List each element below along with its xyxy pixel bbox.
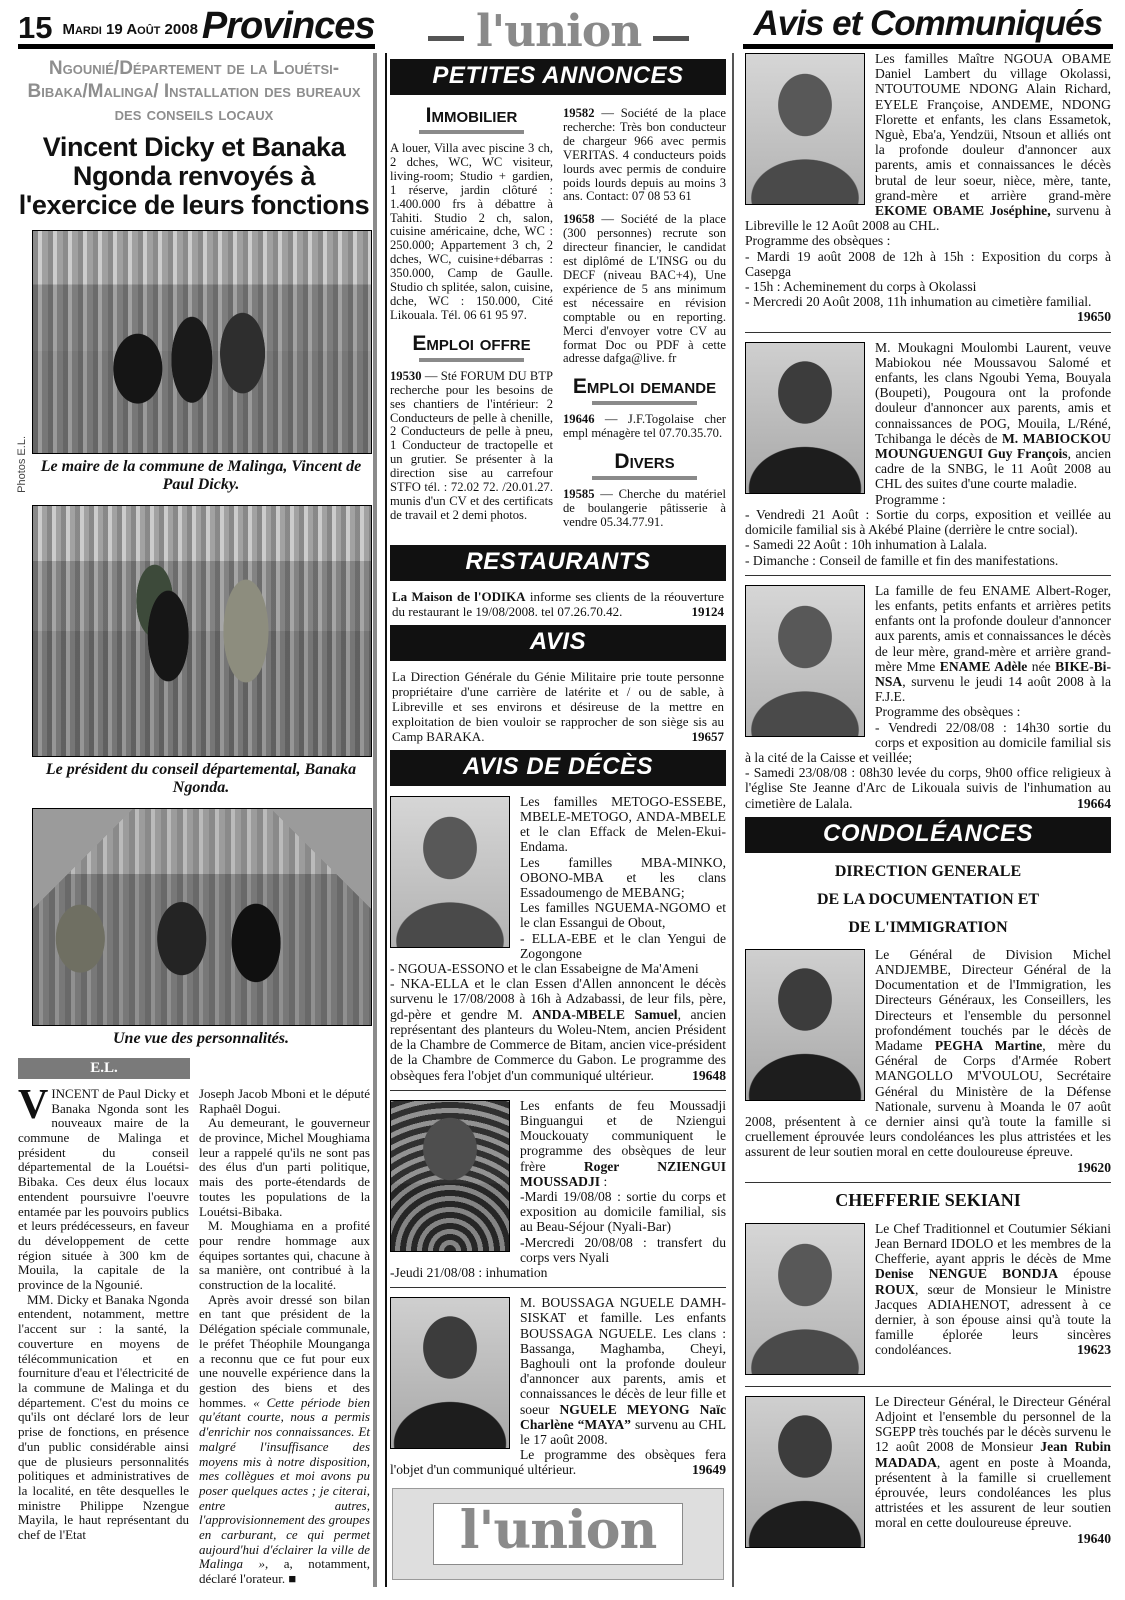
text-segment: - Vendredi 22/08/08 : 14h30 sortie du corps et exposition au domicile familial sis à la cité de la Caisse et veillée; bbox=[745, 719, 1111, 765]
text-segment: survenu à Libreville le 12 Août 2008 au CHL. bbox=[745, 203, 1111, 234]
text-segment: « Cette période bien qu'étant courte, nous a permis d'enrichir nos connaissances. Et malgré l'insuffisance des moyens mis à notre disposition, mes collègues et moi avons pu poser quelques actes ; je citerai, entre autres, l'approvisionnement des groupes en carburant, ce qui permet aujourd'hui d'éclairer la ville de Malinga » bbox=[199, 1394, 370, 1572]
text-segment: Le Directeur Général, le Directeur Général Adjoint et l'ensemble du personnel de la SGEPP très touchés par le décès survenu le 12 août 2008 de Monsieur bbox=[875, 1393, 1111, 1455]
column-petites-annonces bbox=[390, 49, 726, 1587]
paragraph bbox=[392, 669, 724, 744]
text-segment: M. BOUSSAGA NGUELE DAMH-SISKAT et famille. Les enfants BOUSSAGA NGUELE. Les clans : Bassanga, Maghamba, Cheyi, Baghouli ont la profonde douleur d'annoncer aux parents, amis et connaissances le décès de leur fille et soeur bbox=[520, 1295, 726, 1417]
header-masthead bbox=[375, 5, 743, 57]
article-body-col2 bbox=[199, 1087, 370, 1587]
obituary-ename-adele bbox=[745, 583, 1111, 811]
paragraph bbox=[199, 1293, 370, 1587]
subhead-emploi-offre-label: Emploi offre bbox=[412, 331, 531, 355]
text-segment: La Direction Générale du Génie Militaire prie toute personne propriétaire d'une carrière de latérite et / ou de sable, à Libreville et ses environs et désireuse de la mettre en exploitation de bien vouloir se rapprocher de son siège sis au Camp BARAKA. bbox=[392, 668, 724, 744]
text-segment: Au demeurant, le gouverneur de province, Michel Moughiama leur a rappelé qu'ils ne sont pas des élus d'un parti politique, mais des porte-étendards de toutes les populations de la Louétsi-Bibaka. bbox=[199, 1115, 370, 1219]
paragraph bbox=[745, 765, 1111, 811]
figure-president-conseil bbox=[32, 505, 370, 798]
text-segment: 19658 bbox=[563, 212, 595, 227]
portrait-nengue-bondja bbox=[745, 1223, 865, 1375]
annonces-col2 bbox=[563, 103, 726, 539]
annonces-col1 bbox=[390, 103, 553, 539]
column-divider-thick bbox=[373, 53, 387, 1587]
avis-genie-militaire bbox=[392, 669, 724, 744]
text-segment: Les familles Maître NGOUA OBAME Daniel Lambert du village Okolassi, NTOUTOUME NDONG Alain Richard, EYELE Françoise, ANDEME, NDONG Florette et enfants, les clans Essametok, Nguè, Eba'a, Yendzüi, Ntsoun et alliés ont la profonde douleur d'annoncer aux parents, amis et connaissances le décès brutal de leur soeur, nièce, mère, tante, grand-mère et arrière grand-mère bbox=[875, 51, 1111, 203]
photo-personnalites bbox=[32, 808, 372, 1026]
text-segment: - Samedi 23/08/08 : 08h30 levée du corps, 9h00 office religieux à l'église Ste Jeanne d'Arc de Likouala suivis de l'inhumation au cimetière de Lalala. bbox=[745, 765, 1111, 811]
text-segment: Joseph Jacob Mboni et le député Raphaêl Dogui. bbox=[199, 1085, 370, 1116]
text-segment: La Maison de l'ODIKA bbox=[392, 588, 526, 604]
obituary-nguele-meyong bbox=[390, 1295, 726, 1477]
paragraph bbox=[199, 1087, 370, 1116]
text-segment: Les familles NGUEMA-NGOMO et le clan Essangui de Obout, bbox=[520, 900, 726, 931]
article-body bbox=[18, 1081, 370, 1587]
text-segment: - ELLA-EBE et le clan Yengui de Zogongone bbox=[520, 930, 726, 961]
banner-restaurants: RESTAURANTS bbox=[390, 545, 726, 581]
column-provinces bbox=[18, 49, 370, 1587]
text-segment: - Samedi 22 Août : 10h inhumation à Lalala. bbox=[745, 537, 987, 553]
text-segment: MM. Dicky et Banaka Ngonda entendent, notamment, mettre l'accent sur : la santé, la couverture en moyens de télécommunication et en fourniture d'eau et l'électricité de la commune de Malinga et du département. C'est du moins ce qu'ils ont déclaré lors de leur prise de fonctions, en présence d'un public considérable ainsi que de plusieurs personnalités politiques et administratives de la localité, en tête desquelles le ministre Philippe Nzengue Mayila, le haut représentant du chef de l'Etat bbox=[18, 1291, 189, 1543]
paragraph bbox=[563, 488, 726, 530]
portrait-madada bbox=[745, 1396, 865, 1548]
subhead-divers bbox=[563, 451, 726, 480]
portrait-ekome-obame bbox=[745, 53, 865, 205]
article-headline: Vincent Dicky et Banaka Ngonda renvoyés à l'exercice de leurs fonctions bbox=[18, 131, 370, 220]
text-segment: NGUELE MEYONG Naïc Charlène “MAYA” bbox=[520, 1401, 726, 1432]
portrait-nguele-meyong bbox=[390, 1297, 510, 1449]
page-number: 15 bbox=[18, 10, 53, 46]
paragraph bbox=[745, 553, 1111, 568]
section-title-provinces: Provinces bbox=[201, 4, 375, 47]
caption-president: Le président du conseil départemental, Banaka Ngonda. bbox=[45, 760, 357, 797]
text-segment: 19530 bbox=[390, 368, 422, 383]
announcement-number: 19640 bbox=[1077, 1530, 1111, 1546]
paragraph bbox=[745, 249, 1111, 279]
condolence-nengue-bondja bbox=[745, 1221, 1111, 1379]
portrait-ename-adele bbox=[745, 585, 865, 737]
obituary-anda-mbele bbox=[390, 794, 726, 1083]
text-segment: Jean Rubin MADADA bbox=[875, 1439, 1111, 1470]
obituary-divider bbox=[745, 332, 1111, 333]
text-segment: Les familles MBA-MINKO, OBONO-MBA et les clans Essadoumengo de MEBANG; bbox=[520, 854, 726, 901]
text-segment: M. Moughiama en a profité pour rendre hommage aux équipes sortantes qui, chacune à sa manière, ont contribué à la construction de la localité. bbox=[199, 1218, 370, 1293]
text-segment: - NGOUA-ESSONO et le clan Essabeigne de Ma'Ameni bbox=[390, 961, 699, 977]
paragraph bbox=[745, 537, 1111, 552]
text-segment: -Mercredi 20/08/08 : transfert du corps vers Nyali bbox=[520, 1234, 726, 1265]
text-segment: Les enfants de feu Moussadji Binguangui et de Nziengui Mouckouaty communiquent le programme des obsèques de leur frère bbox=[520, 1097, 726, 1174]
paragraph bbox=[390, 1447, 726, 1477]
text-segment: Roger NZIENGUI MOUSSADJI bbox=[520, 1158, 726, 1189]
paragraph bbox=[745, 233, 1111, 248]
subhead-emploi-demande-label: Emploi demande bbox=[572, 375, 717, 399]
text-segment: — Société de la place (300 personnes) recrute son directeur financier, le candidat est diplômé de L'INSG ou du DECF (niveau BAC+4), Une expérience de 5 ans minimum est nécessaire en révision comptable ou en reporting. Merci d'envoyer votre CV au format Doc ou PDF à cette adresse dafga@live. fr bbox=[563, 212, 726, 366]
page-header bbox=[0, 0, 1125, 57]
photo-ceremony-maire bbox=[32, 230, 372, 454]
portrait-anda-mbele bbox=[390, 796, 510, 948]
text-segment: , a, notamment, déclaré l'orateur. ■ bbox=[199, 1556, 370, 1587]
announcement-number: 19664 bbox=[1077, 795, 1111, 811]
paragraph bbox=[390, 142, 553, 323]
banner-avis-de-deces: AVIS DE DÉCÈS bbox=[390, 750, 726, 786]
text-segment: , ancien représentant des planteurs du Woleu-Ntem, ancien Président de la Chambre de Commerce de Bitam, ancien vice-président de la Chambre de Commerce du Gabon. Le programme des obsèques fera l'objet d'un communiqué ultérieur. bbox=[390, 1006, 726, 1083]
text-segment: M. Moukagni Moulombi Laurent, veuve Mabiokou née Moussavou Salomé et enfants, les clans Ngoubi Yema, Bouyala (Boupeti), Pougoura ont la profonde douleur d'annoncer aux parents, amis et connaissances de POG, Mouila, L/Réné, Tchibanga le décès de bbox=[875, 339, 1111, 446]
text-segment: , ancien cadre de la SNBG, le 11 Août 2008 au CHL des suites d'une courte maladie. bbox=[875, 446, 1111, 492]
text-segment: -Jeudi 21/08/08 : inhumation bbox=[390, 1264, 548, 1280]
banner-condoleances: CONDOLÉANCES bbox=[745, 817, 1111, 853]
paragraph bbox=[390, 1265, 726, 1280]
text-segment: épouse bbox=[1058, 1266, 1111, 1282]
photo-credit: Photos E.L. bbox=[16, 435, 28, 493]
paragraph bbox=[745, 919, 1111, 937]
section-title-avis-communiques: Avis et Communiqués bbox=[753, 4, 1103, 43]
column-avis-communiques bbox=[739, 49, 1113, 1587]
paragraph bbox=[563, 413, 726, 441]
text-segment: Programme des obsèques : bbox=[745, 233, 891, 249]
paragraph bbox=[745, 891, 1111, 909]
edition-date: Mardi 19 Août 2008 bbox=[62, 21, 198, 38]
text-segment: - NKA-ELLA et le clan Essen d'Allen annoncent le décès survenu le 17/08/2008 à 16h à Adzabassi, de leur fils, père, gd-père et gendre M. bbox=[390, 976, 726, 1022]
ad-emploi-offre bbox=[390, 370, 553, 523]
text-segment: DIRECTION GENERALE bbox=[834, 862, 1022, 880]
obituary-divider bbox=[390, 1090, 726, 1091]
text-segment: ANDA-MBELE Samuel bbox=[532, 1006, 678, 1022]
text-segment: ENAME Adèle bbox=[939, 658, 1028, 674]
text-segment: - Mercredi 20 Août 2008, 11h inhumation au cimetière familial. bbox=[745, 294, 1092, 310]
text-segment: M. MABIOCKOU MOUNGUENGUI Guy François bbox=[875, 430, 1111, 462]
subhead-divers-label: Divers bbox=[614, 450, 675, 474]
paragraph bbox=[390, 976, 726, 1082]
ad-restaurant-odika bbox=[392, 589, 724, 619]
condolence-madada bbox=[745, 1394, 1111, 1552]
paragraph bbox=[563, 107, 726, 204]
ad-divers bbox=[563, 488, 726, 530]
announcement-number: 19657 bbox=[691, 728, 724, 744]
photo-president-conseil bbox=[32, 505, 372, 757]
text-segment: , survenu le jeudi 14 août 2008 à la F.J.E. bbox=[875, 673, 1111, 705]
ad-immobilier bbox=[390, 142, 553, 323]
condoleances-headings bbox=[745, 863, 1111, 937]
obituary-nziengui-moussadji bbox=[390, 1098, 726, 1280]
paragraph bbox=[563, 213, 726, 366]
portrait-mabiockou-mounguengui bbox=[745, 342, 865, 494]
obituary-divider bbox=[745, 1386, 1111, 1387]
obituary-ekome-obame bbox=[745, 51, 1111, 325]
annonces-columns bbox=[390, 103, 726, 539]
text-segment: Le Chef Traditionnel et Coutumier Sékiani Jean Bernard IDOLO et les membres de la Chefferie, ayant appris le décès de Mme bbox=[875, 1220, 1111, 1267]
paragraph bbox=[745, 279, 1111, 294]
text-segment: EKOME OBAME Joséphine, bbox=[875, 203, 1051, 219]
text-segment: - Dimanche : Conseil de famille et fin des manifestations. bbox=[745, 552, 1059, 568]
banner-petites-annonces: PETITES ANNONCES bbox=[390, 59, 726, 95]
announcement-number: 19649 bbox=[692, 1462, 726, 1478]
text-segment: — Cherche du matériel de boulangerie pâtisserie à vendre 05.34.77.91. bbox=[563, 487, 726, 529]
obituary-divider bbox=[745, 1182, 1111, 1183]
obituary-divider bbox=[745, 575, 1111, 576]
text-segment: , mère du Général de Corps d'Armée Robert MANGOLLO M'VOULOU, Secrétaire Général du Ministère de la Défense Nationale, survenu à Moanda le 07 août 2008, présentent à ce dernier ainsi qu'à toute la famille si cruellement éprouvée leurs condoléances les plus attristées et les assurent de leur soutien moral en cette douloureuse épreuve. bbox=[745, 1037, 1111, 1160]
text-segment: 19646 bbox=[563, 412, 595, 427]
union-house-ad-logo: l'union bbox=[459, 1499, 657, 1561]
announcement-number: 19650 bbox=[1077, 309, 1111, 325]
header-right bbox=[743, 4, 1113, 49]
subhead-emploi-offre bbox=[390, 333, 553, 362]
paragraph bbox=[199, 1219, 370, 1293]
drop-cap: V bbox=[18, 1081, 49, 1128]
caption-personnalites: Une vue des personnalités. bbox=[113, 1029, 289, 1047]
paragraph bbox=[390, 961, 726, 976]
subhead-rule bbox=[592, 401, 696, 405]
column-divider-thin bbox=[732, 53, 734, 1587]
paragraph bbox=[745, 294, 1111, 325]
heading-chefferie-sekiani: CHEFFERIE SEKIANI bbox=[835, 1189, 1021, 1210]
paragraph-lead bbox=[18, 1081, 189, 1293]
text-segment: PEGHA Martine bbox=[934, 1037, 1043, 1053]
byline-box: E.L. bbox=[18, 1058, 190, 1079]
paragraph bbox=[390, 370, 553, 523]
union-house-ad-frame bbox=[433, 1499, 683, 1566]
banner-avis: AVIS bbox=[390, 625, 726, 661]
figure-maire bbox=[16, 230, 370, 495]
text-segment: A louer, Villa avec piscine 3 ch, 2 dches, WC, WC visiteur, living-room; Studio + gardien, 1 réserve, jardin clôturé : 1.400.000 frs à débattre à Tahiti. Studio 2 ch, salon, cuisine américaine, dche, WC : 250.000; Appartement 3 ch, 2 dches, WC, cuisine+débarras : 350.000, Camp de Gaulle. Studio ch splitée, salon, cuisine, dche, WC : 150.000, Cité Likouala. Tél. 06 61 95 97. bbox=[390, 141, 553, 322]
article-kicker: Ngounié/Département de la Louétsi-Bibaka/Malinga/ Installation des bureaux des conseils locaux bbox=[27, 58, 361, 126]
text-segment: — Société de la place recherche: Très bon conducteur de chargeur 966 avec permis VERITAS. 4 conducteurs poids lourds avec permis de conduire poids lourds depuis au moins 3 ans. Contact: 07 08 53 61 bbox=[563, 106, 726, 204]
obituary-mabiockou-mounguengui bbox=[745, 340, 1111, 568]
text-segment: DE L'IMMIGRATION bbox=[848, 918, 1008, 936]
text-segment: - 15h : Acheminement du corps à Okolassi bbox=[745, 279, 977, 295]
masthead-logo: l'union bbox=[475, 5, 642, 57]
text-segment: Programme : bbox=[875, 491, 946, 507]
text-segment: 19582 bbox=[563, 106, 595, 120]
figure-personnalites bbox=[32, 808, 370, 1048]
subhead-immobilier bbox=[390, 105, 553, 134]
masthead-rule-left bbox=[428, 36, 464, 41]
subhead-rule bbox=[419, 358, 523, 362]
portrait-pegha-martine bbox=[745, 949, 865, 1101]
article-paragraphs bbox=[18, 1293, 189, 1543]
subhead-immobilier-label: Immobilier bbox=[425, 104, 518, 127]
announcement-number: 19623 bbox=[1077, 1342, 1111, 1358]
text-segment: 19585 bbox=[563, 487, 595, 502]
masthead-rule-right bbox=[653, 36, 689, 41]
ad-emploi-demande bbox=[563, 413, 726, 441]
paragraph bbox=[745, 507, 1111, 537]
text-segment: Le programme des obsèques fera l'objet d'un communiqué ultérieur. bbox=[390, 1447, 726, 1478]
subhead-rule bbox=[419, 130, 523, 134]
announcement-number: 19620 bbox=[1077, 1159, 1111, 1175]
header-left bbox=[18, 4, 375, 49]
text-segment: -Mardi 19/08/08 : sortie du corps et exposition au domicile familial, sis au Beau-Séjour (Nyali-Bar) bbox=[520, 1188, 726, 1235]
text-segment: - Vendredi 21 Août : Sortie du corps, exposition et veillée au domicile familial sis à Akébé Plaine (derrière le cntre social). bbox=[745, 506, 1111, 538]
ads-societe bbox=[563, 107, 726, 366]
text-segment: , sœur de Monsieur le Ministre Jacques ADIAHENOT, adressent à ce dernier, à son épouse ainsi qu'à toute la famille éplorée leurs sincères condoléances. bbox=[875, 1281, 1111, 1358]
text-segment: , agent en poste à Moanda, présentent à la famille si cruellement éprouvée, leurs condoléances les plus attristées et les assurent de leur soutien moral en cette douloureuse épreuve. bbox=[875, 1454, 1111, 1531]
text-segment: survenu au CHL le 17 août 2008. bbox=[520, 1416, 726, 1447]
subhead-rule bbox=[592, 476, 696, 480]
text-segment: — Sté FORUM DU BTP recherche pour les besoins de ses chantiers de l'intérieur: 2 Conducteurs de pelle à chenille, 2 Conducteurs de pelle à pneu, 1 Conducteur de tractopelle et un grutier. Se présenter à la direction sise au carrefour STFO tél. : 72.02 72. /20.01.27. munis d'un CV et des certificats de travail et 2 demi photos. bbox=[390, 368, 553, 522]
text-segment: Après avoir dressé son bilan en tant que président de la Délégation spéciale communale, le préfet Théophile Mounganga a reconnu que ce fut pour eux une nouvelle expérience dans la gestion des biens et des hommes. bbox=[199, 1291, 370, 1410]
text-segment: - Mardi 19 août 2008 de 12h à 15h : Exposition du corps à Casepga bbox=[745, 248, 1111, 279]
paragraph bbox=[745, 863, 1111, 881]
text-segment: — J.F.Togolaise cher empl ménagère tel 07.70.35.70. bbox=[563, 412, 726, 441]
text-segment: née bbox=[1027, 658, 1056, 674]
subhead-emploi-demande bbox=[563, 376, 726, 405]
text-segment: ROUX bbox=[875, 1281, 916, 1297]
union-house-ad bbox=[392, 1488, 724, 1581]
text-segment: BIKE-Bi-NSA bbox=[875, 658, 1111, 689]
announcement-number: 19124 bbox=[691, 603, 724, 619]
lead-text: INCENT de Paul Dicky et Banaka Ngonda sont les nouveaux maire de la commune de Malinga et président du conseil départemental de la Louétsi-Bibaka. Ces deux élus locaux entendent poursuivre l'oeuvre entamée par les pouvoirs publics et leurs prédécesseurs, en faveur du développement de cette région située à 300 km de Mouila, la capitale de la province de la Ngounié. bbox=[18, 1085, 189, 1293]
page-columns bbox=[0, 49, 1125, 1587]
paragraph bbox=[745, 492, 1111, 507]
caption-maire: Le maire de la commune de Malinga, Vincent de Paul Dicky. bbox=[40, 457, 362, 494]
text-segment: informe ses clients de la réouverture du restaurant le 19/08/2008. tel 07.26.70.42. bbox=[392, 588, 724, 619]
text-segment: : bbox=[600, 1173, 608, 1189]
obituary-divider bbox=[390, 1287, 726, 1288]
paragraph bbox=[199, 1116, 370, 1219]
paragraph bbox=[392, 589, 724, 619]
text-segment: Programme des obsèques : bbox=[875, 704, 1021, 720]
text-segment: Denise NENGUE BONDJA bbox=[875, 1266, 1059, 1282]
portrait-nziengui-moussadji bbox=[390, 1100, 510, 1252]
text-segment: Les familles METOGO-ESSEBE, MBELE-METOGO, ANDA-MBELE et le clan Effack de Melen-Ekui-Endama. bbox=[520, 793, 726, 855]
condolence-pegha-martine bbox=[745, 947, 1111, 1175]
text-segment: DE LA DOCUMENTATION ET bbox=[816, 890, 1040, 908]
article-body-col1 bbox=[18, 1081, 189, 1587]
text-segment: Le Général de Division Michel ANDJEMBE, Directeur Général de la Documentation et de l'Immigration, les Directeurs Généraux, les Conseillers, les Directeurs et l'ensemble du personnel profondément touchés par le décès de Madame bbox=[875, 946, 1111, 1053]
paragraph bbox=[18, 1293, 189, 1543]
text-segment: La famille de feu ENAME Albert-Roger, les enfants, petits enfants et arrières petits enfants ont la profonde douleur d'annoncer aux parents, amis et connaissances le décès de leur mère, grand-mère et arrière grand-mère Mme bbox=[875, 582, 1111, 674]
announcement-number: 19648 bbox=[692, 1067, 726, 1083]
